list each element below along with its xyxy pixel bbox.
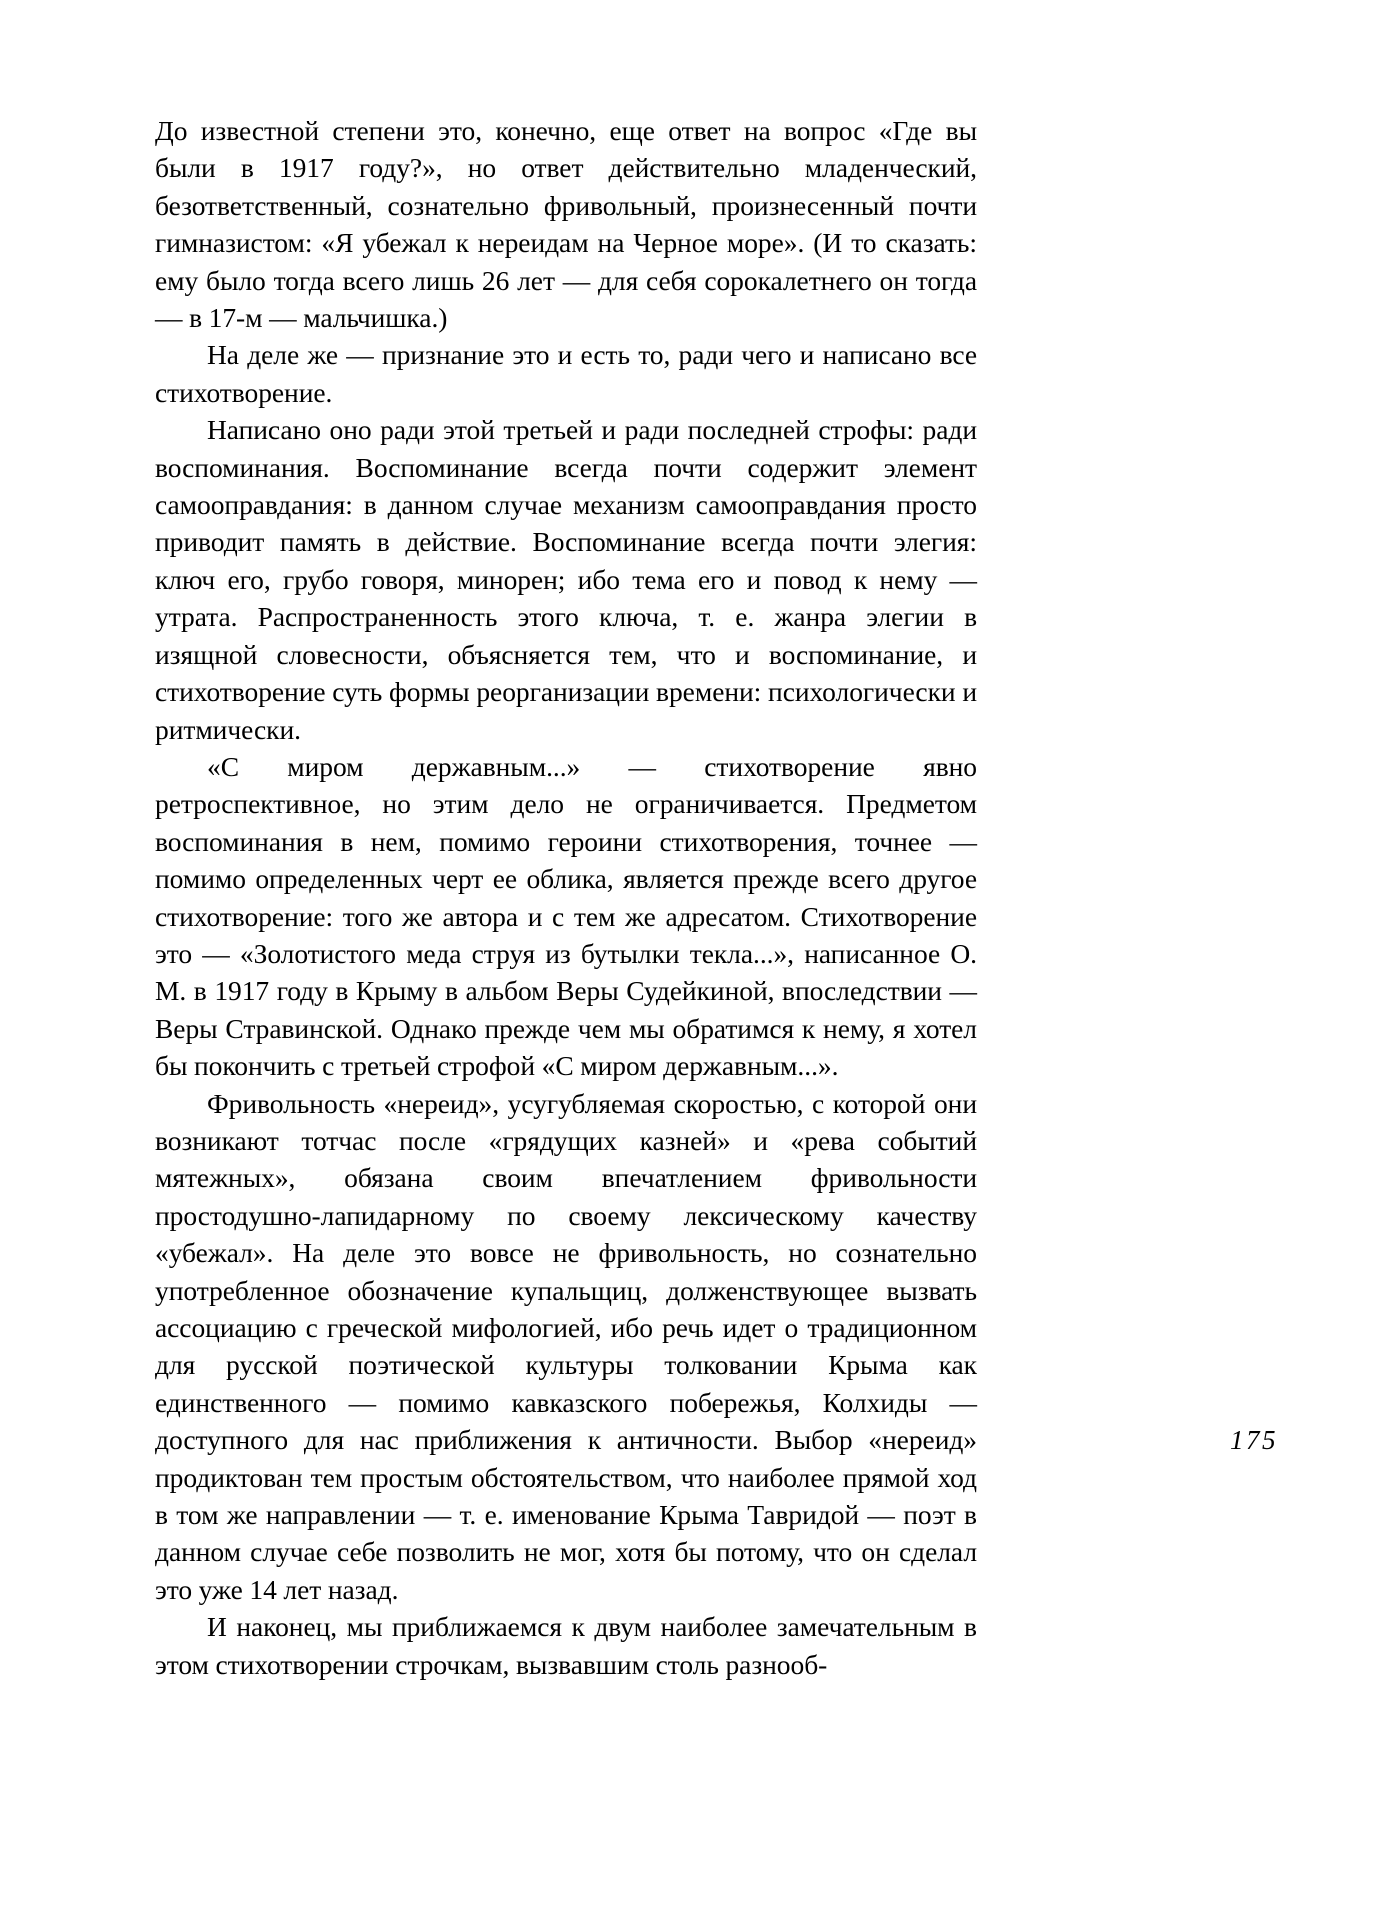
paragraph-3: Написано оно ради этой третьей и ради последней строфы: ради воспоминания. Воспоминание всегда почти содержит элемент самооправдания: в данном случае механизм самооправдания просто приводит память в действие. Воспоминание всегда почти элегия: ключ его, грубо говоря, минорен; ибо тема его и повод к нему — утрата. Распространенность этого ключа, т. е. жанра элегии в изящной словесности, объясняется тем, что и воспоминание, и стихотворение суть формы реорганизации времени: психологически и ритмически. bbox=[155, 414, 977, 745]
paragraph-2: На деле же — признание это и есть то, ради чего и написано все стихотворение. bbox=[155, 339, 977, 408]
paragraph-6: И наконец, мы приближаемся к двум наиболее замечательным в этом стихотворении строчкам, вызвавшим столь разнооб- bbox=[155, 1611, 977, 1680]
paragraph-4: «С миром державным...» — стихотворение явно ретроспективное, но этим дело не ограничивается. Предметом воспоминания в нем, помимо героини стихотворения, точнее — помимо определенных черт ее облика, является прежде всего другое стихотворение: того же автора и с тем же адресатом. Стихотворение это — «Золотистого меда струя из бутылки текла...», написанное О. М. в 1917 году в Крыму в альбом Веры Судейкиной, впоследствии — Веры Стравинской. Однако прежде чем мы обратимся к нему, я хотел бы покончить с третьей строфой «С миром державным...». bbox=[155, 750, 977, 1082]
paragraph-5: Фривольность «нереид», усугубляемая скоростью, с которой они возникают тотчас после «грядущих казней» и «рева событий мятежных», обязана своим впечатлением фривольности простодушно-лапидарному по своему лексическому качеству «убежал». На деле это вовсе не фривольность, но сознательно употребленное обозначение купальщиц, долженствующее вызвать ассоциацию с греческой мифологией, ибо речь идет о традиционном для русской поэтической культуры толковании Крыма как единственного — помимо кавказского побережья, Колхиды — доступного для нас приближения к античности. Выбор «нереид» продиктован тем простым обстоятельством, что наиболее прямой ход в том же направлении — т. е. именование Крыма Тавридой — поэт в данном случае себе позволить не мог, хотя бы потому, что он сделал это уже 14 лет назад. bbox=[155, 1087, 977, 1605]
paragraph-1: До известной степени это, конечно, еще ответ на вопрос «Где вы были в 1917 году?», но ответ действительно младенческий, безответственный, сознательно фривольный, произнесенный почти гимназистом: «Я убежал к нереидам на Черное море». (И то сказать: ему было тогда всего лишь 26 лет — для себя сорокалетнего он тогда — в 17-м — мальчишка.) bbox=[155, 115, 977, 334]
body-text-column bbox=[155, 112, 977, 1683]
page-number: 175 bbox=[1230, 1425, 1278, 1455]
